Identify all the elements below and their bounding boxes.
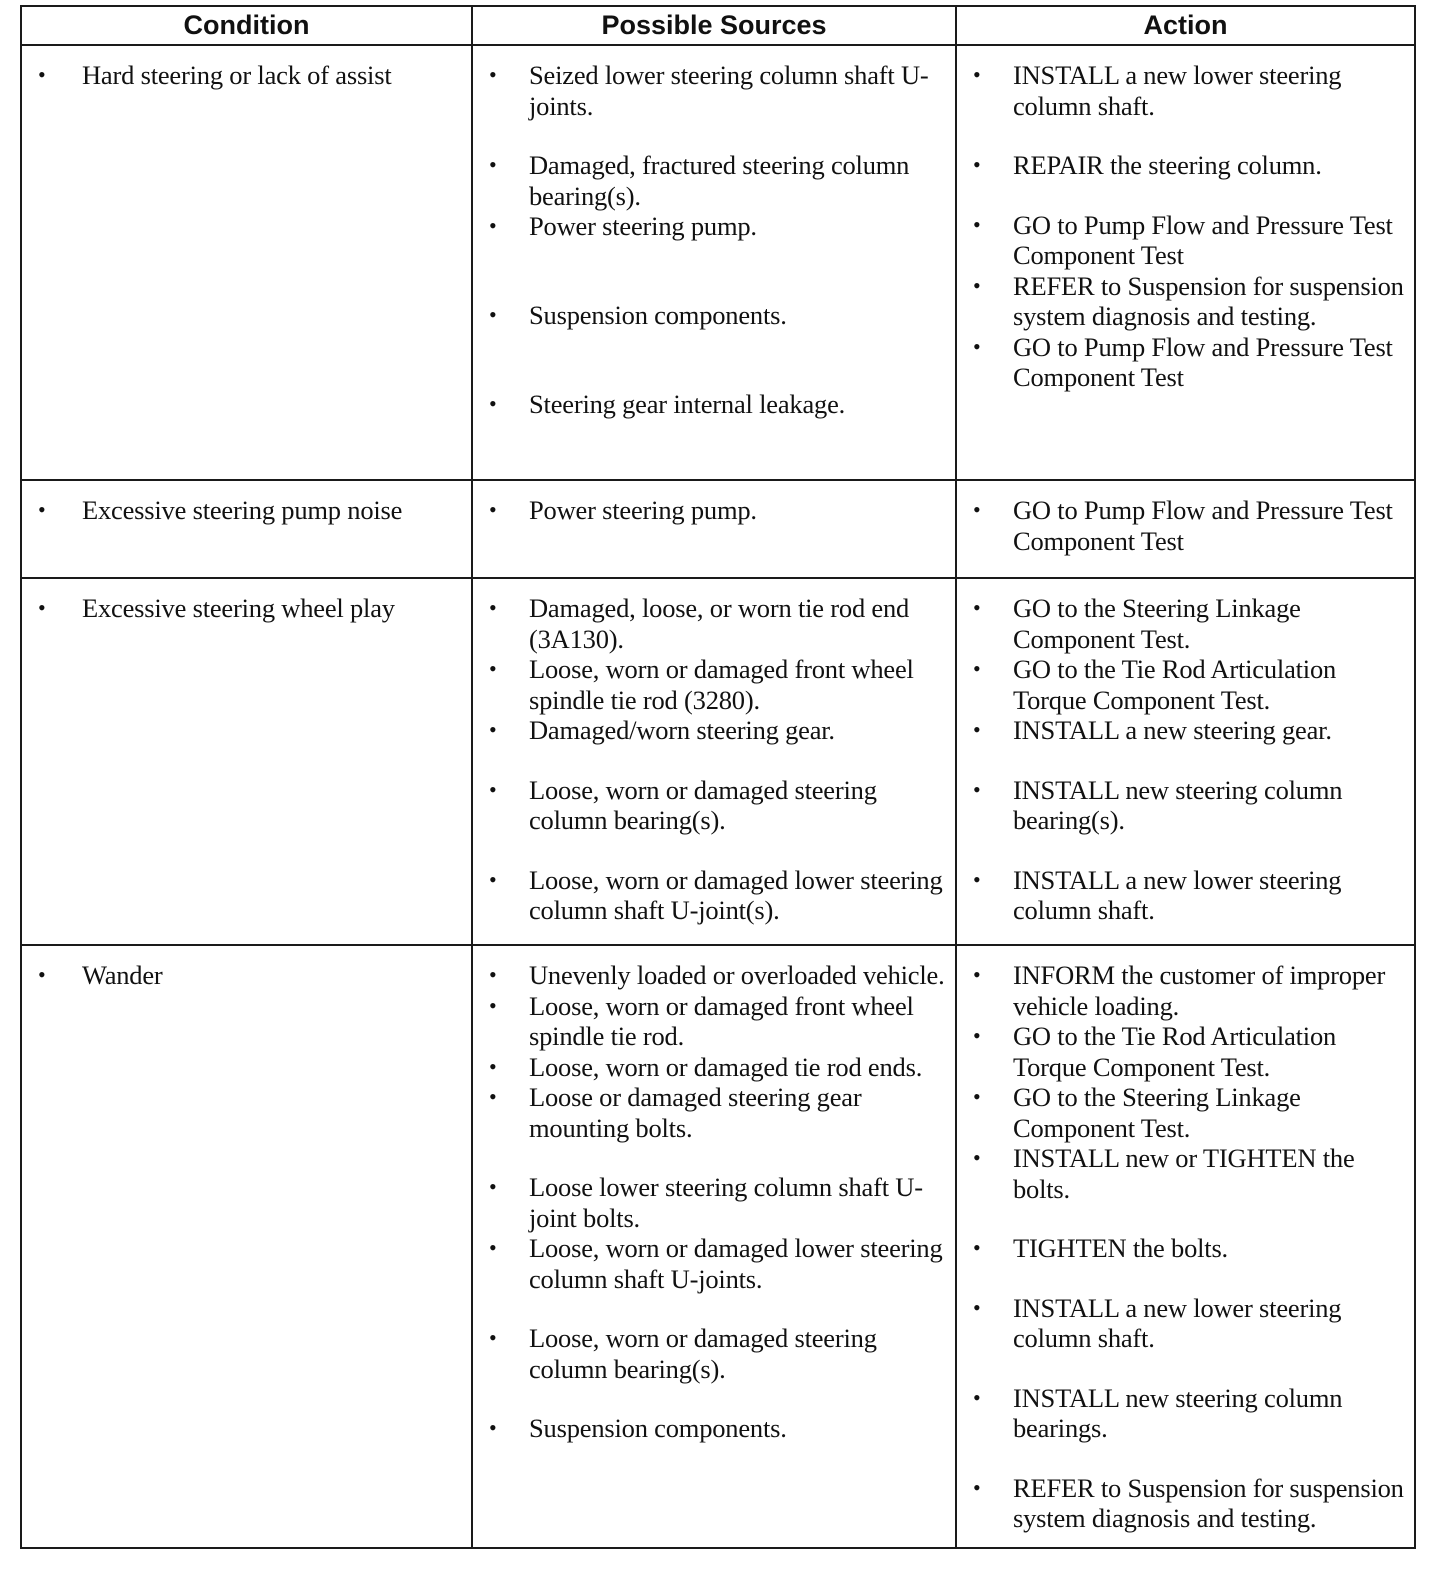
sources-cell xyxy=(472,578,956,945)
bullet-icon: • xyxy=(973,497,981,522)
bullet-icon: • xyxy=(973,152,981,177)
source-item xyxy=(485,865,945,926)
action-item-text: INSTALL a new lower steering column shaft. xyxy=(1013,864,1342,925)
bullet-icon: • xyxy=(489,595,497,620)
source-item-text: Power steering pump. xyxy=(529,211,757,241)
bullet-icon: • xyxy=(973,333,981,359)
action-item-text: GO to the Steering Linkage Component Test. xyxy=(1013,593,1301,654)
action-item-text: GO to Pump Flow and Pressure Test Component Test xyxy=(1013,331,1393,392)
action-item-text: GO to Pump Flow and Pressure Test Component Test xyxy=(1013,495,1393,556)
action-item xyxy=(969,1233,1404,1264)
source-item-text: Loose or damaged steering gear mounting bolts. xyxy=(529,1082,862,1143)
table-header xyxy=(21,6,1415,45)
source-item-text: Seized lower steering column shaft U-joints. xyxy=(529,60,929,121)
condition-item xyxy=(34,593,461,624)
condition-item-text: Hard steering or lack of assist xyxy=(82,60,392,90)
source-item-text: Suspension components. xyxy=(529,1413,787,1443)
source-item xyxy=(485,1172,945,1233)
source-item-text: Suspension components. xyxy=(529,299,787,330)
source-item xyxy=(485,960,945,991)
action-item-text: GO to the Tie Rod Articulation Torque Component Test. xyxy=(1013,1021,1337,1082)
action-item xyxy=(969,654,1404,715)
bullet-icon: • xyxy=(973,1384,981,1410)
action-item xyxy=(969,1082,1404,1143)
condition-item-text: Excessive steering pump noise xyxy=(82,495,403,525)
bullet-icon: • xyxy=(973,1023,981,1048)
actions-cell xyxy=(956,45,1415,480)
bullet-icon: • xyxy=(973,656,981,681)
condition-cell xyxy=(21,480,472,578)
table-row xyxy=(21,945,1415,1548)
bullet-icon: • xyxy=(973,1145,981,1170)
source-item xyxy=(485,150,945,211)
action-item-text: INFORM the customer of improper vehicle loading. xyxy=(1013,960,1386,1021)
source-item-text: Loose, worn or damaged steering column bearing(s). xyxy=(529,1323,877,1384)
bullet-icon: • xyxy=(38,62,46,87)
header-row xyxy=(21,6,1415,45)
bullet-icon: • xyxy=(489,1084,497,1109)
action-item xyxy=(969,150,1404,181)
bullet-icon: • xyxy=(489,152,497,177)
source-item-text: Loose, worn or damaged steering column bearing(s). xyxy=(529,774,877,835)
source-item-text: Damaged, fractured steering column bearing(s). xyxy=(529,150,910,211)
action-item xyxy=(969,593,1404,654)
condition-item-text: Wander xyxy=(82,960,163,990)
source-item xyxy=(485,300,945,331)
bullet-icon: • xyxy=(973,717,981,742)
source-item-text: Unevenly loaded or overloaded vehicle. xyxy=(529,960,945,990)
action-item xyxy=(969,1473,1404,1534)
source-item xyxy=(485,991,945,1052)
bullet-icon: • xyxy=(489,1053,497,1079)
condition-item-text: Excessive steering wheel play xyxy=(82,593,395,623)
bullet-icon: • xyxy=(973,962,981,987)
bullet-icon: • xyxy=(38,962,46,987)
source-item-text: Steering gear internal leakage. xyxy=(529,389,846,419)
sources-cell xyxy=(472,45,956,480)
bullet-icon: • xyxy=(489,301,497,327)
action-item xyxy=(969,1293,1404,1354)
bullet-icon: • xyxy=(489,213,497,238)
condition-item xyxy=(34,60,461,91)
action-item xyxy=(969,60,1404,121)
source-item xyxy=(485,495,945,526)
bullet-icon: • xyxy=(973,1084,981,1109)
source-item xyxy=(485,775,945,836)
source-item-text: Loose, worn or damaged tie rod ends. xyxy=(529,1051,923,1082)
source-item xyxy=(485,715,945,746)
table-row xyxy=(21,578,1415,945)
header-possible-sources: Possible Sources xyxy=(472,6,956,45)
bullet-icon: • xyxy=(973,1235,981,1260)
source-item xyxy=(485,60,945,121)
source-item-text: Loose, worn or damaged lower steering column shaft U-joint(s). xyxy=(529,864,943,925)
source-item xyxy=(485,654,945,715)
bullet-icon: • xyxy=(973,1294,981,1320)
action-item-text: INSTALL new steering column bearings. xyxy=(1013,1382,1343,1443)
table-body xyxy=(21,45,1415,1548)
bullet-icon: • xyxy=(973,1474,981,1500)
source-item xyxy=(485,1082,945,1143)
action-item-text: REPAIR the steering column. xyxy=(1013,150,1322,180)
source-item-text: Power steering pump. xyxy=(529,495,757,525)
source-item-text: Damaged/worn steering gear. xyxy=(529,715,835,745)
actions-cell xyxy=(956,578,1415,945)
action-item-text: INSTALL a new lower steering column shaft. xyxy=(1013,1292,1342,1353)
table-row xyxy=(21,45,1415,480)
bullet-icon: • xyxy=(489,62,497,87)
header-condition: Condition xyxy=(21,6,472,45)
sources-cell xyxy=(472,945,956,1548)
source-item-text: Loose lower steering column shaft U-joint bolts. xyxy=(529,1172,923,1233)
bullet-icon: • xyxy=(489,962,497,987)
action-item-text: GO to the Steering Linkage Component Test. xyxy=(1013,1082,1301,1143)
action-item-text: INSTALL new steering column bearing(s). xyxy=(1013,774,1343,835)
bullet-icon: • xyxy=(489,1415,497,1440)
bullet-icon: • xyxy=(973,866,981,892)
action-item xyxy=(969,775,1404,836)
bullet-icon: • xyxy=(489,717,497,742)
actions-cell xyxy=(956,945,1415,1548)
action-item-text: REFER to Suspension for suspension system diagnosis and testing. xyxy=(1013,270,1404,331)
action-item-text: GO to the Tie Rod Articulation Torque Component Test. xyxy=(1013,654,1337,715)
action-item-text: INSTALL a new lower steering column shaft. xyxy=(1013,60,1342,121)
bullet-icon: • xyxy=(973,62,981,87)
bullet-icon: • xyxy=(489,1235,497,1260)
actions-cell xyxy=(956,480,1415,578)
bullet-icon: • xyxy=(489,776,497,802)
action-item xyxy=(969,210,1404,271)
source-item xyxy=(485,1052,945,1083)
bullet-icon: • xyxy=(489,992,497,1018)
action-item xyxy=(969,960,1404,1021)
bullet-icon: • xyxy=(38,595,46,620)
action-item-text: INSTALL a new steering gear. xyxy=(1013,715,1332,745)
source-item-text: Damaged, loose, or worn tie rod end (3A130). xyxy=(529,593,910,654)
source-item xyxy=(485,211,945,242)
action-item-text: INSTALL new or TIGHTEN the bolts. xyxy=(1013,1143,1355,1204)
condition-item xyxy=(34,960,461,991)
sources-cell xyxy=(472,480,956,578)
action-item xyxy=(969,495,1404,556)
bullet-icon: • xyxy=(489,497,497,522)
action-item xyxy=(969,332,1404,393)
action-item xyxy=(969,1383,1404,1444)
source-item xyxy=(485,389,945,420)
condition-cell xyxy=(21,578,472,945)
condition-cell xyxy=(21,45,472,480)
action-item xyxy=(969,1021,1404,1082)
source-item xyxy=(485,1233,945,1294)
bullet-icon: • xyxy=(38,497,46,522)
action-item xyxy=(969,1143,1404,1204)
condition-cell xyxy=(21,945,472,1548)
source-item-text: Loose, worn or damaged front wheel spindle tie rod (3280). xyxy=(529,654,914,715)
bullet-icon: • xyxy=(973,272,981,298)
bullet-icon: • xyxy=(973,776,981,802)
table-row xyxy=(21,480,1415,578)
action-item-text: TIGHTEN the bolts. xyxy=(1013,1233,1228,1263)
action-item-text: REFER to Suspension for suspension system diagnosis and testing. xyxy=(1013,1472,1404,1533)
bullet-icon: • xyxy=(973,595,981,620)
bullet-icon: • xyxy=(489,656,497,681)
bullet-icon: • xyxy=(973,211,981,237)
diagnosis-table xyxy=(20,5,1416,1549)
source-item-text: Loose, worn or damaged front wheel spindle tie rod. xyxy=(529,990,914,1051)
bullet-icon: • xyxy=(489,391,497,416)
bullet-icon: • xyxy=(489,866,497,892)
bullet-icon: • xyxy=(489,1325,497,1350)
action-item xyxy=(969,715,1404,746)
action-item xyxy=(969,271,1404,332)
header-action: Action xyxy=(956,6,1415,45)
bullet-icon: • xyxy=(489,1174,497,1199)
action-item-text: GO to Pump Flow and Pressure Test Component Test xyxy=(1013,209,1393,270)
action-item xyxy=(969,865,1404,926)
condition-item xyxy=(34,495,461,526)
source-item xyxy=(485,1413,945,1444)
source-item xyxy=(485,1323,945,1384)
source-item xyxy=(485,593,945,654)
source-item-text: Loose, worn or damaged lower steering column shaft U-joints. xyxy=(529,1233,943,1294)
